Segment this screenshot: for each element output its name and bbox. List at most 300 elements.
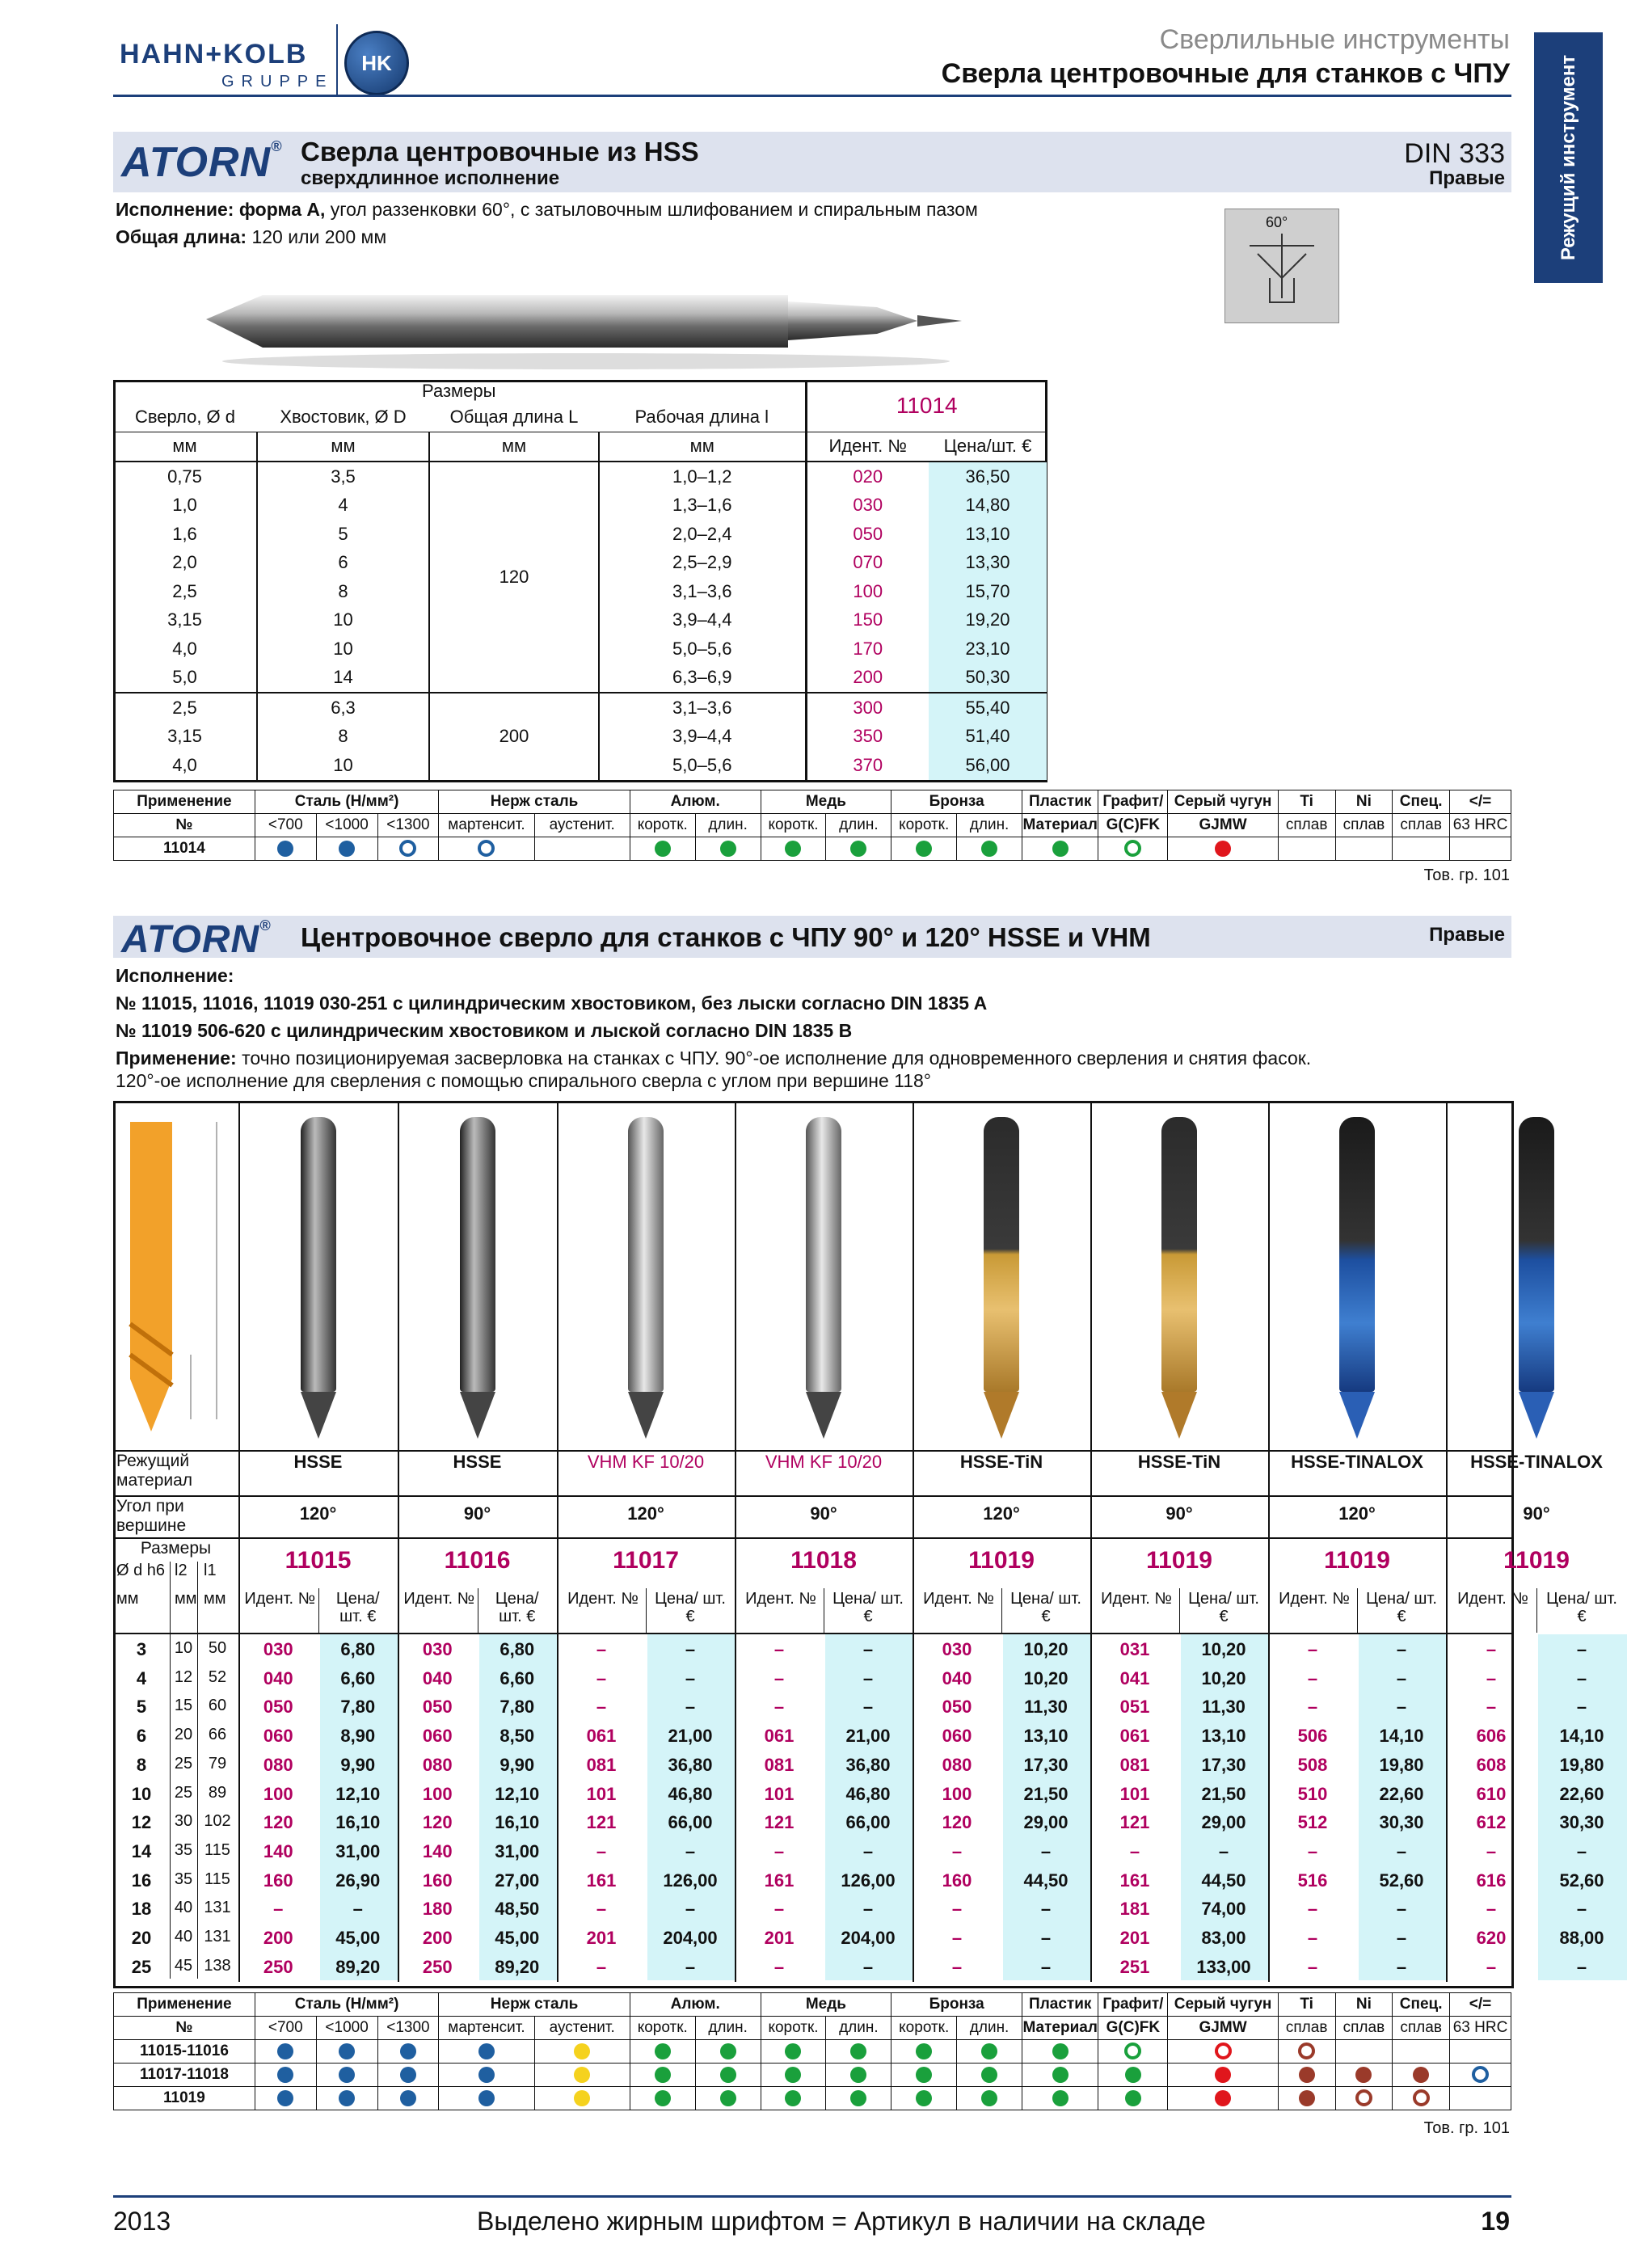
- ident-cell: 250: [263, 1956, 293, 1977]
- logo-divider: [336, 24, 338, 95]
- dim-unit: мм: [175, 1590, 197, 1608]
- app-subheader: <700: [255, 814, 316, 837]
- price-cell: –: [1040, 1956, 1052, 1977]
- s1-article: 11014: [806, 380, 1047, 432]
- ident-header: Идент. №: [745, 1590, 816, 1608]
- app-subheader: длин.: [957, 814, 1022, 837]
- price-cell: 204,00: [841, 1928, 896, 1948]
- s2-exec-label: Исполнение:: [116, 965, 234, 986]
- price-cell: –: [1576, 1697, 1587, 1718]
- price-cell: 17,30: [1201, 1754, 1246, 1775]
- table-cell: 55,40: [929, 693, 1047, 723]
- table-cell: 1,0–1,2: [672, 466, 732, 487]
- subcol-divider: [1179, 1588, 1180, 1633]
- ident-cell: 140: [422, 1840, 453, 1861]
- drill-image: [806, 1117, 841, 1392]
- filled-dot-icon: [1052, 2043, 1069, 2059]
- table-cell: 3,15: [167, 609, 202, 630]
- section1-din: DIN 333: [1404, 138, 1505, 169]
- price-cell: 89,20: [495, 1956, 540, 1977]
- ident-cell: 060: [422, 1726, 453, 1747]
- price-cell: 83,00: [1201, 1928, 1246, 1948]
- price-cell: 89,20: [335, 1956, 381, 1977]
- app-subheader: длин.: [826, 2017, 891, 2040]
- s2-exec-line2: № 11019 506-620 с цилиндрическим хвостовиком и лыской согласно DIN 1835 B: [116, 1020, 853, 1041]
- price-cell: 6,80: [499, 1639, 535, 1659]
- table-cell: 300: [806, 693, 929, 723]
- table-cell: 020: [806, 462, 929, 491]
- s2-application-table: [113, 1992, 1511, 2110]
- filled-dot-icon: [339, 841, 355, 857]
- ident-cell: 510: [1297, 1783, 1328, 1804]
- ident-cell: 100: [942, 1783, 972, 1804]
- ident-cell: 051: [1119, 1697, 1150, 1718]
- hollow-dot-icon: [1472, 2066, 1489, 2083]
- price-cell: –: [1040, 1840, 1052, 1861]
- price-header: Цена/ шт. €: [335, 1590, 380, 1625]
- filled-dot-icon: [916, 2067, 932, 2083]
- dim-cell: 50: [208, 1639, 227, 1657]
- ident-cell: –: [773, 1639, 785, 1659]
- ident-cell: –: [596, 1639, 607, 1659]
- header-divider: [113, 95, 1511, 97]
- footer-divider: [113, 2195, 1511, 2198]
- price-cell: 11,30: [1024, 1697, 1068, 1718]
- header-title: Сверла центровочные для станков с ЧПУ: [941, 58, 1510, 89]
- app-header: Бронза: [891, 1993, 1022, 2017]
- ident-cell: 506: [1297, 1726, 1328, 1747]
- table-cell: 0,75: [167, 466, 202, 487]
- app-row: [114, 837, 1511, 861]
- price-cell: 14,10: [1379, 1726, 1424, 1747]
- ident-cell: –: [1307, 1840, 1318, 1861]
- table-cell: 4: [257, 491, 429, 521]
- section2-band: [113, 916, 1511, 961]
- dim-cell: 25: [174, 1754, 193, 1773]
- table-cell: 6,3: [257, 693, 429, 723]
- price-cell: –: [862, 1899, 874, 1920]
- dim-unit: мм: [116, 1590, 139, 1608]
- price-cell: –: [1576, 1956, 1587, 1977]
- dim-cell: 89: [208, 1783, 227, 1802]
- table-cell: 8: [257, 723, 429, 752]
- ident-cell: 620: [1476, 1928, 1507, 1948]
- table-cell: 1,0: [172, 495, 197, 516]
- filled-dot-icon: [478, 2043, 495, 2059]
- app-header: Серый чугун: [1168, 1993, 1278, 2017]
- app-row-label: 11014: [114, 837, 255, 861]
- ident-cell: –: [773, 1667, 785, 1688]
- ident-cell: 101: [764, 1783, 795, 1804]
- logo-subtitle: GRUPPE: [221, 73, 334, 91]
- filled-dot-icon: [1125, 2090, 1141, 2106]
- filled-dot-icon: [1052, 2090, 1069, 2106]
- price-cell: 9,90: [499, 1754, 535, 1775]
- ident-cell: –: [596, 1840, 607, 1861]
- filled-dot-icon: [1413, 2067, 1429, 2083]
- header-category: Сверлильные инструменты: [1159, 24, 1510, 55]
- ident-cell: –: [951, 1956, 963, 1977]
- price-cell: –: [1396, 1928, 1407, 1948]
- price-cell: 44,50: [1023, 1870, 1069, 1891]
- table-cell: 2,0: [172, 552, 197, 573]
- filled-dot-icon: [785, 2043, 801, 2059]
- app-subheader: <1000: [316, 814, 377, 837]
- dim-cell: 20: [131, 1928, 152, 1948]
- table-cell: 56,00: [929, 751, 1047, 780]
- table-cell: 3,1–3,6: [672, 697, 732, 718]
- price-header: Цена/ шт. €: [655, 1590, 726, 1625]
- material-label: HSSE: [453, 1452, 502, 1472]
- app-subheader: Материал: [1022, 2017, 1098, 2040]
- ident-cell: 081: [1119, 1754, 1150, 1775]
- app-subheader: коротк.: [761, 2017, 826, 2040]
- table-cell: 23,10: [929, 634, 1047, 664]
- filled-dot-icon: [785, 841, 801, 857]
- s1-h-ident: Идент. №: [806, 432, 929, 462]
- price-cell: –: [685, 1639, 696, 1659]
- app-subheader: <700: [255, 2017, 316, 2040]
- filled-dot-icon: [1052, 2067, 1069, 2083]
- filled-dot-icon: [277, 2043, 293, 2059]
- price-cell: –: [1576, 1840, 1587, 1861]
- table-cell: 2,5–2,9: [672, 552, 732, 573]
- price-cell: 6,80: [340, 1639, 376, 1659]
- article-number: 11015: [285, 1547, 352, 1574]
- hollow-dot-icon: [1124, 840, 1141, 857]
- filled-dot-icon: [478, 2067, 495, 2083]
- ident-cell: –: [1307, 1639, 1318, 1659]
- ident-cell: –: [1307, 1928, 1318, 1948]
- app-subheader: G(C)FK: [1098, 814, 1168, 837]
- drill-image: [1161, 1117, 1197, 1392]
- ident-cell: 161: [586, 1870, 617, 1891]
- dim-cell: 40: [174, 1928, 193, 1946]
- atorn-logo: ATORN ®: [121, 917, 271, 962]
- ident-cell: 121: [586, 1812, 617, 1833]
- hollow-dot-icon: [1215, 2042, 1232, 2059]
- table-cell: 2,0–2,4: [672, 523, 732, 544]
- s1-h-price: Цена/шт. €: [929, 432, 1047, 462]
- price-cell: –: [685, 1956, 696, 1977]
- table-cell: 5,0–5,6: [672, 638, 732, 659]
- price-cell: 7,80: [499, 1697, 535, 1718]
- s1-unit: мм: [113, 432, 257, 462]
- price-cell: 21,50: [1201, 1783, 1246, 1804]
- app-header: Медь: [761, 1993, 891, 2017]
- filled-dot-icon: [850, 841, 866, 857]
- price-cell: 126,00: [663, 1870, 718, 1891]
- price-cell: 31,00: [495, 1840, 540, 1861]
- drill-tip: [1339, 1392, 1375, 1439]
- section2-direction: Правые: [1429, 924, 1505, 946]
- s1-unit: мм: [429, 432, 599, 462]
- ident-cell: 101: [1119, 1783, 1150, 1804]
- material-label: VHM KF 10/20: [765, 1452, 883, 1472]
- dim-cell: 25: [174, 1783, 193, 1802]
- ident-cell: 508: [1297, 1754, 1328, 1775]
- hollow-dot-icon: [478, 840, 495, 857]
- side-tab-label: Режущий инструмент: [1557, 54, 1579, 261]
- table-cell: 3,9–4,4: [672, 726, 732, 747]
- page-number: 19: [1481, 2207, 1510, 2236]
- ident-cell: –: [773, 1899, 785, 1920]
- filled-dot-icon: [1125, 2067, 1141, 2083]
- filled-dot-icon: [277, 841, 293, 857]
- filled-dot-icon: [916, 2043, 932, 2059]
- angle-row-label: Угол при вершине: [116, 1497, 187, 1535]
- app-subheader: коротк.: [891, 2017, 957, 2040]
- hollow-dot-icon: [1124, 2042, 1141, 2059]
- app-header: Пластик: [1022, 1993, 1098, 2017]
- s2-table: [113, 1101, 1617, 1988]
- ident-cell: 101: [586, 1783, 617, 1804]
- hollow-dot-icon: [1413, 2089, 1430, 2106]
- ident-cell: –: [1129, 1840, 1140, 1861]
- s1-application-table: [113, 790, 1511, 861]
- app-subheader: сплав: [1335, 2017, 1393, 2040]
- dim-cell: 138: [204, 1956, 231, 1975]
- price-cell: 36,80: [845, 1754, 891, 1775]
- price-cell: 204,00: [663, 1928, 718, 1948]
- price-cell: –: [862, 1667, 874, 1688]
- drill-image: [984, 1117, 1019, 1392]
- logo-monogram: HK: [344, 31, 409, 95]
- ident-cell: 050: [942, 1697, 972, 1718]
- price-cell: 22,60: [1559, 1783, 1604, 1804]
- table-cell: 4,0: [172, 638, 197, 659]
- app-row: [114, 2087, 1511, 2110]
- price-cell: 29,00: [1201, 1812, 1246, 1833]
- atorn-logo: ATORN ®: [121, 138, 282, 187]
- table-cell: 2,5: [172, 580, 197, 601]
- ident-header: Идент. №: [923, 1590, 994, 1608]
- app-header: Применение: [114, 1993, 255, 2017]
- dim-cell: 3: [136, 1639, 147, 1659]
- ident-cell: –: [596, 1899, 607, 1920]
- filled-dot-icon: [785, 2090, 801, 2106]
- ident-cell: –: [273, 1899, 284, 1920]
- ident-cell: 140: [263, 1840, 293, 1861]
- app-subheader: <1300: [377, 2017, 439, 2040]
- app-subheader: сплав: [1335, 814, 1393, 837]
- app-header: Ni: [1335, 790, 1393, 814]
- price-cell: 26,90: [335, 1870, 381, 1891]
- s2-product-group: Тов. гр. 101: [1423, 2119, 1510, 2137]
- dim-cell: 66: [208, 1726, 227, 1744]
- price-cell: 44,50: [1201, 1870, 1246, 1891]
- table-cell: 050: [806, 520, 929, 549]
- s1-unit: мм: [257, 432, 429, 462]
- app-subheader: сплав: [1393, 2017, 1450, 2040]
- price-cell: –: [1218, 1840, 1229, 1861]
- ident-cell: –: [951, 1928, 963, 1948]
- filled-dot-icon: [339, 2043, 355, 2059]
- drill-tip: [1519, 1392, 1554, 1439]
- app-header: Алюм.: [630, 790, 761, 814]
- price-header: Цена/ шт. €: [1010, 1590, 1081, 1625]
- angle-label: 60°: [1266, 214, 1288, 230]
- s1-group-label: Размеры: [422, 381, 496, 401]
- price-header: Цена/ шт. €: [1188, 1590, 1259, 1625]
- ident-cell: 061: [586, 1726, 617, 1747]
- app-subheader: сплав: [1278, 814, 1335, 837]
- price-cell: 13,10: [1023, 1726, 1069, 1747]
- dim-header: Ø d h6: [116, 1562, 166, 1579]
- price-cell: 74,00: [1201, 1899, 1246, 1920]
- ident-cell: 061: [764, 1726, 795, 1747]
- ident-cell: 060: [942, 1726, 972, 1747]
- ident-cell: 100: [263, 1783, 293, 1804]
- price-cell: 66,00: [845, 1812, 891, 1833]
- angle-value: 120°: [299, 1503, 337, 1524]
- logo-wordmark: HAHN+KOLB: [120, 39, 308, 70]
- ident-cell: 180: [422, 1899, 453, 1920]
- price-cell: 6,60: [499, 1667, 535, 1688]
- material-row-label: Режущий материал: [116, 1452, 193, 1490]
- table-cell: 15,70: [929, 577, 1047, 606]
- filled-dot-icon: [720, 2043, 736, 2059]
- price-cell: 21,00: [845, 1726, 891, 1747]
- price-cell: 16,10: [335, 1812, 381, 1833]
- drill-tip: [984, 1392, 1019, 1439]
- filled-dot-icon: [655, 2067, 671, 2083]
- ident-cell: 081: [586, 1754, 617, 1775]
- price-cell: 22,60: [1379, 1783, 1424, 1804]
- angle-value: 90°: [1165, 1503, 1193, 1524]
- dim-cell: 115: [204, 1840, 230, 1859]
- dim-cell: 10: [174, 1639, 193, 1657]
- filled-dot-icon: [574, 2067, 590, 2083]
- dim-cell: 131: [204, 1899, 231, 1917]
- app-header: Графит/: [1098, 790, 1168, 814]
- subcol-divider: [318, 1588, 319, 1633]
- app-header: Сталь (Н/мм²): [255, 790, 438, 814]
- material-label: HSSE-TINALOX: [1291, 1452, 1423, 1472]
- filled-dot-icon: [339, 2090, 355, 2106]
- table-cell: 350: [806, 723, 929, 752]
- ident-cell: 201: [586, 1928, 617, 1948]
- ident-cell: 040: [422, 1667, 453, 1688]
- ident-cell: 120: [942, 1812, 972, 1833]
- dim-cell: 45: [174, 1956, 193, 1975]
- price-cell: 31,00: [335, 1840, 381, 1861]
- s1-h-drill: Сверло, Ø d: [134, 406, 236, 427]
- app-header: Нерж сталь: [439, 790, 630, 814]
- price-cell: 21,00: [668, 1726, 713, 1747]
- table-cell: 4,0: [172, 754, 197, 775]
- price-cell: 19,80: [1379, 1754, 1424, 1775]
- table-cell: 1,3–1,6: [672, 495, 732, 516]
- app-header: </=: [1450, 790, 1511, 814]
- price-cell: 21,50: [1023, 1783, 1069, 1804]
- ident-cell: –: [1307, 1697, 1318, 1718]
- app-subheader: коротк.: [891, 814, 957, 837]
- angle-value: 120°: [1338, 1503, 1376, 1524]
- section1-length: Общая длина: 120 или 200 мм: [116, 226, 387, 247]
- ident-cell: –: [596, 1667, 607, 1688]
- app-row-label: 11015-11016: [114, 2040, 255, 2064]
- filled-dot-icon: [916, 841, 932, 857]
- ident-cell: 608: [1476, 1754, 1507, 1775]
- app-subheader: длин.: [826, 814, 891, 837]
- price-cell: 12,10: [335, 1783, 381, 1804]
- filled-dot-icon: [916, 2090, 932, 2106]
- subcol-divider: [646, 1588, 647, 1633]
- ident-cell: 040: [263, 1667, 293, 1688]
- s2-exec-line1: № 11015, 11016, 11019 030-251 с цилиндрическим хвостовиком, без лыски согласно DIN 1835 A: [116, 993, 988, 1014]
- price-cell: –: [862, 1639, 874, 1659]
- app-header: Медь: [761, 790, 891, 814]
- ident-cell: 610: [1476, 1783, 1507, 1804]
- app-header: Сталь (Н/мм²): [255, 1993, 438, 2017]
- ident-cell: 031: [1119, 1639, 1150, 1659]
- app-subheader: аустенит.: [534, 2017, 630, 2040]
- ident-cell: –: [1486, 1697, 1497, 1718]
- filled-dot-icon: [850, 2043, 866, 2059]
- price-cell: –: [1576, 1639, 1587, 1659]
- row-divider: [113, 1537, 1514, 1539]
- table-cell: 14: [257, 664, 429, 693]
- ident-cell: 121: [1119, 1812, 1150, 1833]
- price-cell: 66,00: [668, 1812, 713, 1833]
- dim-cell: 115: [204, 1870, 230, 1888]
- table-cell: 200: [806, 664, 929, 693]
- article-number: 11018: [790, 1547, 857, 1574]
- side-tab[interactable]: [1534, 32, 1603, 283]
- ident-cell: –: [951, 1899, 963, 1920]
- filled-dot-icon: [720, 2090, 736, 2106]
- ident-cell: 161: [1119, 1870, 1150, 1891]
- price-cell: 36,80: [668, 1754, 713, 1775]
- filled-dot-icon: [720, 2067, 736, 2083]
- app-subheader: мартенсит.: [439, 2017, 534, 2040]
- filled-dot-icon: [1052, 841, 1069, 857]
- dim-header: l2: [175, 1562, 188, 1579]
- ident-cell: 060: [263, 1726, 293, 1747]
- footer-note: Выделено жирным шрифтом = Артикул в наличии на складе: [477, 2207, 1206, 2236]
- dim-cell: 4: [136, 1667, 147, 1688]
- price-cell: –: [685, 1899, 696, 1920]
- ident-cell: 250: [422, 1956, 453, 1977]
- dim-cell: 52: [208, 1667, 227, 1686]
- ident-cell: 200: [263, 1928, 293, 1948]
- ident-cell: –: [1307, 1956, 1318, 1977]
- table-cell: 3,5: [257, 462, 429, 491]
- table-cell: 19,20: [929, 606, 1047, 635]
- price-cell: 30,30: [1559, 1812, 1604, 1833]
- ident-cell: 120: [422, 1812, 453, 1833]
- drill-image: [301, 1117, 336, 1392]
- s1-spec-table: [113, 380, 1047, 780]
- table-row: [113, 462, 1047, 491]
- filled-dot-icon: [400, 2090, 416, 2106]
- total-length-cell: 120: [429, 462, 599, 693]
- ident-cell: 081: [764, 1754, 795, 1775]
- ident-cell: 200: [422, 1928, 453, 1948]
- app-subheader: 63 HRC: [1450, 2017, 1511, 2040]
- price-cell: –: [1576, 1899, 1587, 1920]
- ident-cell: –: [773, 1697, 785, 1718]
- filled-dot-icon: [655, 841, 671, 857]
- ident-cell: 080: [942, 1754, 972, 1775]
- ident-cell: 516: [1297, 1870, 1328, 1891]
- app-header: Спец.: [1393, 790, 1450, 814]
- app-header: Ti: [1278, 790, 1335, 814]
- app-header: Ti: [1278, 1993, 1335, 2017]
- ident-cell: –: [773, 1840, 785, 1861]
- s2-application: Применение: точно позиционируемая засверловка на станках с ЧПУ. 90°-ое исполнение для одновременного сверления и снятия фасок.: [116, 1048, 1312, 1069]
